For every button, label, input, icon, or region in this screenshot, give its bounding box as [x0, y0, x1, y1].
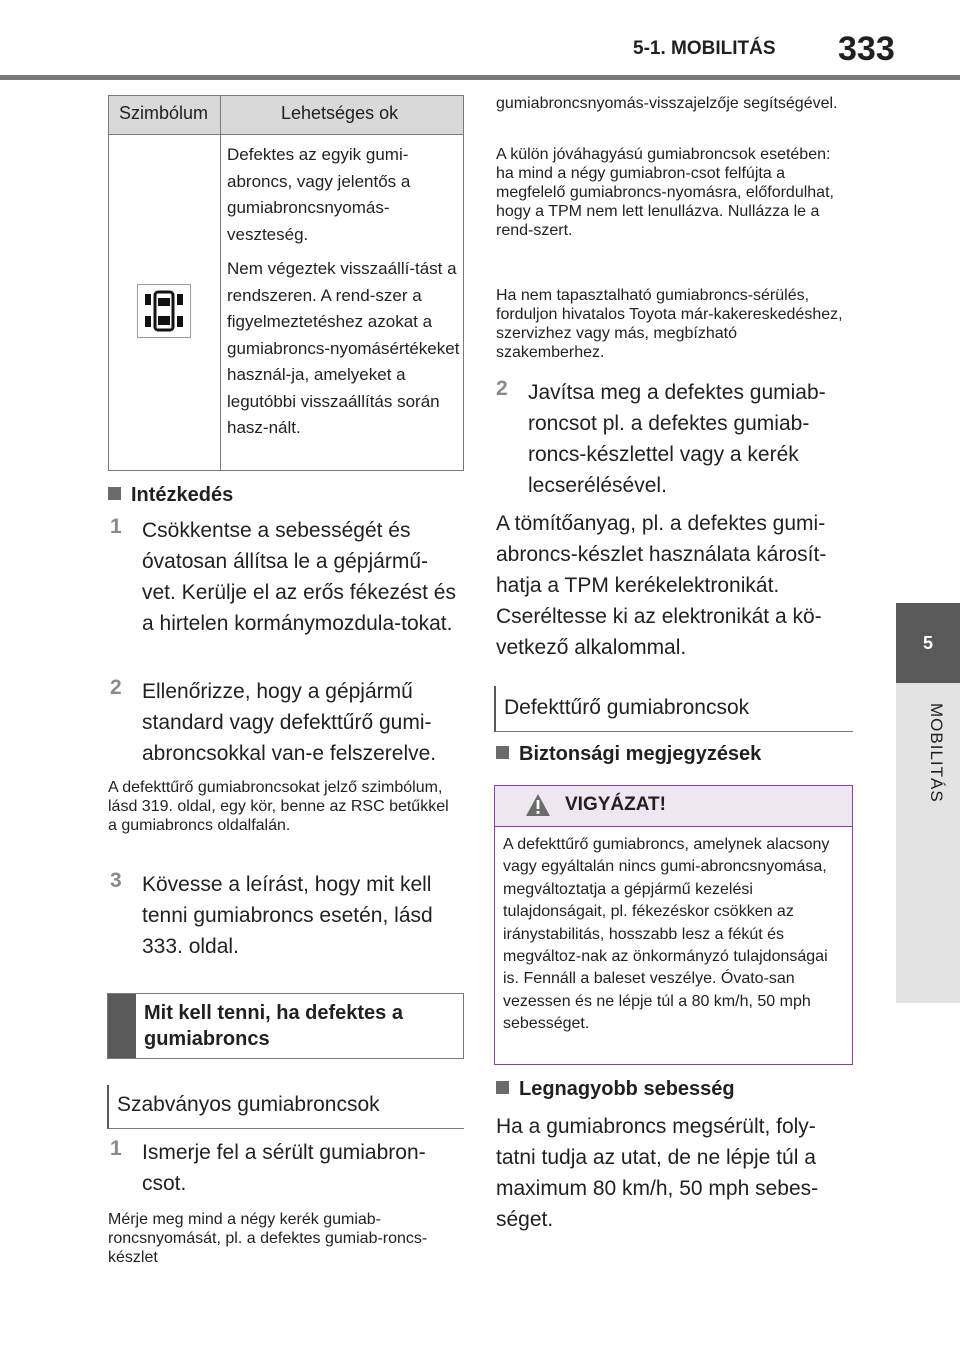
note-runflat-symbol: A defekttűrő gumiabroncsokat jelző szimbólum, lásd 319. oldal, egy kör, benne az RSC betűkkel a gumiabroncs oldalfalán.: [108, 779, 449, 834]
warning-title: VIGYÁZAT!: [565, 794, 666, 815]
step-text: Kövesse a leírást, hogy mit kell tenni gumiabroncs esetén, lásd 333. oldal.: [142, 873, 433, 958]
warning-box: [494, 785, 853, 1065]
heading-max-speed-label: Legnagyobb sebesség: [519, 1078, 735, 1100]
step-item: [496, 377, 852, 502]
section-box-title: Mit kell tenni, ha defektes a gumiabroncs: [144, 1002, 403, 1050]
step-text: Javítsa meg a defektes gumiab-roncsot pl. a defektes gumiab-roncs-készlettel vagy a kerék lecserélésével.: [528, 381, 826, 497]
note-no-damage: Ha nem tapasztalható gumiabroncs-sérülés, forduljon hivatalos Toyota már-kakereskedéshez, szervizhez vagy más, megbízható szakemberhez.: [496, 287, 843, 361]
warning-triangle-icon: [525, 793, 551, 817]
step-text: Ellenőrizze, hogy a gépjármű standard vagy defekttűrő gumi-abroncsokkal van-e felszerelve.: [142, 680, 437, 765]
note-separate-approval: A külön jóváhagyású gumiabroncsok esetében: ha mind a négy gumiabron-csot felfújta a megfelelő gumiabroncs-nyomásra, előfordulhat, hogy a TPM nem lett lenullázva. Nullázza le a rend-szert.: [496, 146, 834, 239]
warning-header: [495, 786, 852, 827]
step-text: Csökkentse a sebességét és óvatosan állítsa le a gépjármű-vet. Kerülje el az erős fékezést és a hirtelen kormánymozdula-tokat.: [142, 519, 456, 635]
subhead-label: Szabványos gumiabroncsok: [117, 1093, 380, 1116]
cause-paragraph: Nem végeztek visszaállí-tást a rendszeren. A rend-szer a figyelmeztetéshez azokat a gumiabroncs-nyomásértékeket használ-ja, amelyeket a legutóbbi visszaállítás során hasz-nált.: [227, 259, 460, 437]
step-item: [110, 515, 460, 670]
square-bullet-icon: [496, 1081, 509, 1094]
heading-action: [108, 484, 233, 507]
step-item: [110, 676, 460, 771]
cause-paragraph: Defektes az egyik gumi-abroncs, vagy jelentős a gumiabroncsnyomás-veszteség.: [227, 145, 411, 244]
section-box-flat-tire: [107, 993, 464, 1059]
heading-action-label: Intézkedés: [131, 484, 234, 506]
cause-cell: [227, 142, 463, 450]
section-title: 5-1. MOBILITÁS: [633, 38, 776, 59]
subhead-standard-tires: [107, 1085, 464, 1129]
chapter-tab-number: [896, 603, 960, 683]
warning-text: A defekttűrő gumiabroncs, amelynek alacsony vagy egyáltalán nincs gumi-abroncsnyomása, megváltoztatja a gépjármű kezelési tulajdonságait, pl. fékezéskor csökken az iránystabilitás, hosszabb lesz a fékút és megváltoz-nak az önkormányzó tulajdonságai is. Fennáll a baleset veszélye. Óvato-san vezessen és ne lépje túl a 80 km/h, 50 mph sebességet.: [503, 836, 830, 1033]
section-box-bar: [108, 994, 136, 1058]
chapter-label: MOBILITÁS: [927, 703, 946, 803]
step-number: 2: [110, 676, 122, 699]
column-header-symbol: Szimbólum: [119, 103, 209, 123]
square-bullet-icon: [496, 746, 509, 759]
chapter-number: 5: [922, 632, 933, 653]
step-number: 1: [110, 1137, 122, 1160]
step-number: 3: [110, 869, 122, 892]
heading-safety-label: Biztonsági megjegyzések: [519, 743, 762, 765]
step-number: 1: [110, 515, 122, 538]
step-text: Ismerje fel a sérült gumiabron-csot.: [142, 1141, 426, 1195]
heading-safety: [496, 743, 761, 766]
chapter-tab: [896, 683, 960, 1003]
column-divider: [220, 96, 221, 470]
car-tire-position-icon: [137, 284, 191, 338]
step-number: 2: [496, 377, 508, 400]
table-header-row: [109, 96, 463, 135]
page-number: 333: [838, 30, 895, 68]
column-header-cause: Lehetséges ok: [281, 103, 399, 123]
step-item: [110, 869, 460, 964]
subhead-label: Defekttűrő gumiabroncsok: [504, 696, 750, 719]
step-item: [110, 1137, 460, 1201]
header-rule: [0, 75, 960, 80]
square-bullet-icon: [108, 487, 121, 500]
note-measure-pressure: Mérje meg mind a négy kerék gumiab-roncsnyomását, pl. a defektes gumiab-roncs-készlet: [108, 1211, 428, 1266]
speed-paragraph: Ha a gumiabroncs megsérült, foly-tatni tudja az utat, de ne lépje túl a maximum 80 km/h, 50 mph sebes-séget.: [496, 1115, 819, 1231]
heading-max-speed: [496, 1078, 735, 1101]
note-continued: gumiabroncsnyomás-visszajelzője segítségével.: [496, 95, 838, 112]
symbol-table: [108, 95, 464, 471]
sealant-paragraph: A tömítőanyag, pl. a defektes gumi-abroncs-készlet használata károsít-hatja a TPM kerékelektronikát. Cseréltesse ki az elektronikát a kö-vetkező alkalommal.: [496, 512, 827, 659]
subhead-runflat-tires: [494, 686, 853, 732]
